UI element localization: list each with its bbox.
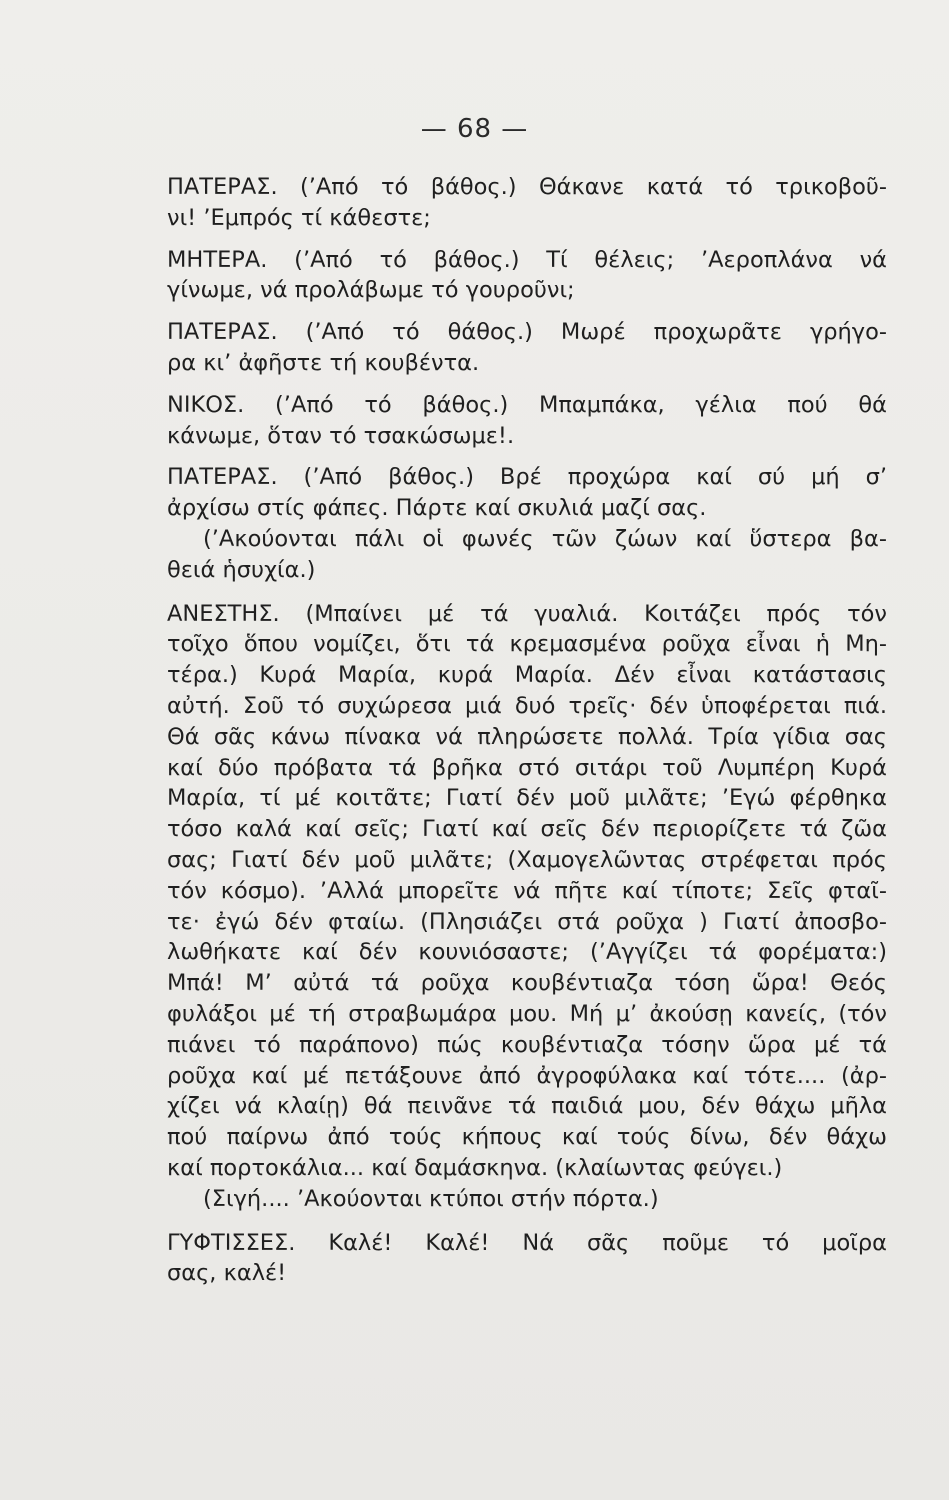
text-line: τοῖχο ὅπου νομίζει, ὅτι τά κρεμασμένα ροῦχα εἶναι ἡ Μη- [167,631,887,658]
text-line: γίνωμε, νά προλάβωμε τό γουροῦνι; [167,277,575,304]
text-line: πού παίρνω ἀπό τούς κήπους καί τούς δίνω, δέν θάχω [167,1124,887,1151]
text-line: σας; Γιατί δέν μοῦ μιλᾶτε; (Χαμογελῶντας στρέφεται πρός [167,846,887,873]
text-line: τέρα.) Κυρά Μαρία, κυρά Μαρία. Δέν εἶναι κατάστασις [167,662,887,689]
text-line: καί δύο πρόβατα τά βρῆκα στό σιτάρι τοῦ Λυμπέρη Κυρά [167,754,887,781]
page-text [167,172,887,1289]
text-line: λωθήκατε καί δέν κουνιόσαστε; (’Αγγίζει τά φορέματα:) [167,939,887,966]
text-line: ΓΥΦΤΙΣΣΕΣ. Καλέ! Καλέ! Νά σᾶς ποῦμε τό μοῖρα [167,1229,887,1256]
text-line: (Σιγή.... ’Ακούονται κτύποι στήν πόρτα.) [203,1185,659,1212]
text-line: (’Ακούονται πάλι οἱ φωνές τῶν ζώων καί ὕστερα βα- [203,525,887,552]
text-line: τόσο καλά καί σεῖς; Γιατί καί σεῖς δέν περιορίζετε τά ζῶα [167,816,887,843]
text-line: θειά ἡσυχία.) [167,556,316,583]
text-line: χίζει νά κλαίῃ) θά πεινᾶνε τά παιδιά μου, δέν θάχω μῆλα [167,1093,887,1120]
text-line: ροῦχα καί μέ πετάξουνε ἀπό ἀγροφύλακα καί τότε.... (ἀρ- [167,1062,887,1089]
text-line: Μπά! Μ’ αὐτά τά ροῦχα κουβέντιαζα τόση ὥρα! Θεός [167,970,887,997]
text-line: νι! ’Εμπρός τί κάθεστε; [167,204,431,231]
text-line: τόν κόσμο). ’Αλλά μπορεῖτε νά πῆτε καί τίποτε; Σεῖς φταῖ- [167,877,887,904]
text-line: κάνωμε, ὅταν τό τσακώσωμε!. [167,422,515,449]
text-line: ΠΑΤΕΡΑΣ. (’Από τό βάθος.) Θάκανε κατά τό τρικοβοῦ- [167,174,887,200]
page-number: — 68 — [420,114,529,144]
text-line: ΑΝΕΣΤΗΣ. (Μπαίνει μέ τά γυαλιά. Κοιτάζει πρός τόν [167,600,887,627]
text-line: φυλάξοι μέ τή στραβωμάρα μου. Μή μ’ ἀκούσῃ κανείς, (τόν [167,1000,887,1027]
text-line: ΠΑΤΕΡΑΣ. (’Από βάθος.) Βρέ προχώρα καί σύ μή σ’ [167,464,887,491]
text-line: καί πορτοκάλια... καί δαμάσκηνα. (κλαίωντας φεύγει.) [167,1154,783,1181]
text-line: ΠΑΤΕΡΑΣ. (’Από τό θάθος.) Μωρέ προχωρᾶτε γρήγο- [167,319,887,346]
text-line: ΜΗΤΕΡΑ. (’Από τό βάθος.) Τί θέλεις; ’Αεροπλάνα νά [167,246,887,273]
text-line: Θά σᾶς κάνω πίνακα νά πληρώσετε πολλά. Τρία γίδια σας [167,723,887,750]
text-line: τε· ἐγώ δέν φταίω. (Πλησιάζει στά ροῦχα ) Γιατί ἀποσβο- [167,908,887,935]
text-line: ἀρχίσω στίς φάπες. Πάρτε καί σκυλιά μαζί σας. [167,495,707,522]
text-line: ΝΙΚΟΣ. (’Από τό βάθος.) Μπαμπάκα, γέλια πού θά [167,391,887,418]
text-line: Μαρία, τί μέ κοιτᾶτε; Γιατί δέν μοῦ μιλᾶτε; ’Εγώ φέρθηκα [167,785,887,812]
text-line: πιάνει τό παράπονο) πώς κουβέντιαζα τόσην ὥρα μέ τά [167,1031,887,1058]
text-line: ρα κι’ ἀφῆστε τή κουβέντα. [167,349,480,376]
text-line: αὐτή. Σοῦ τό συχώρεσα μιά δυό τρεῖς· δέν ὑποφέρεται πιά. [167,692,887,719]
text-line: σας, καλέ! [167,1260,287,1287]
